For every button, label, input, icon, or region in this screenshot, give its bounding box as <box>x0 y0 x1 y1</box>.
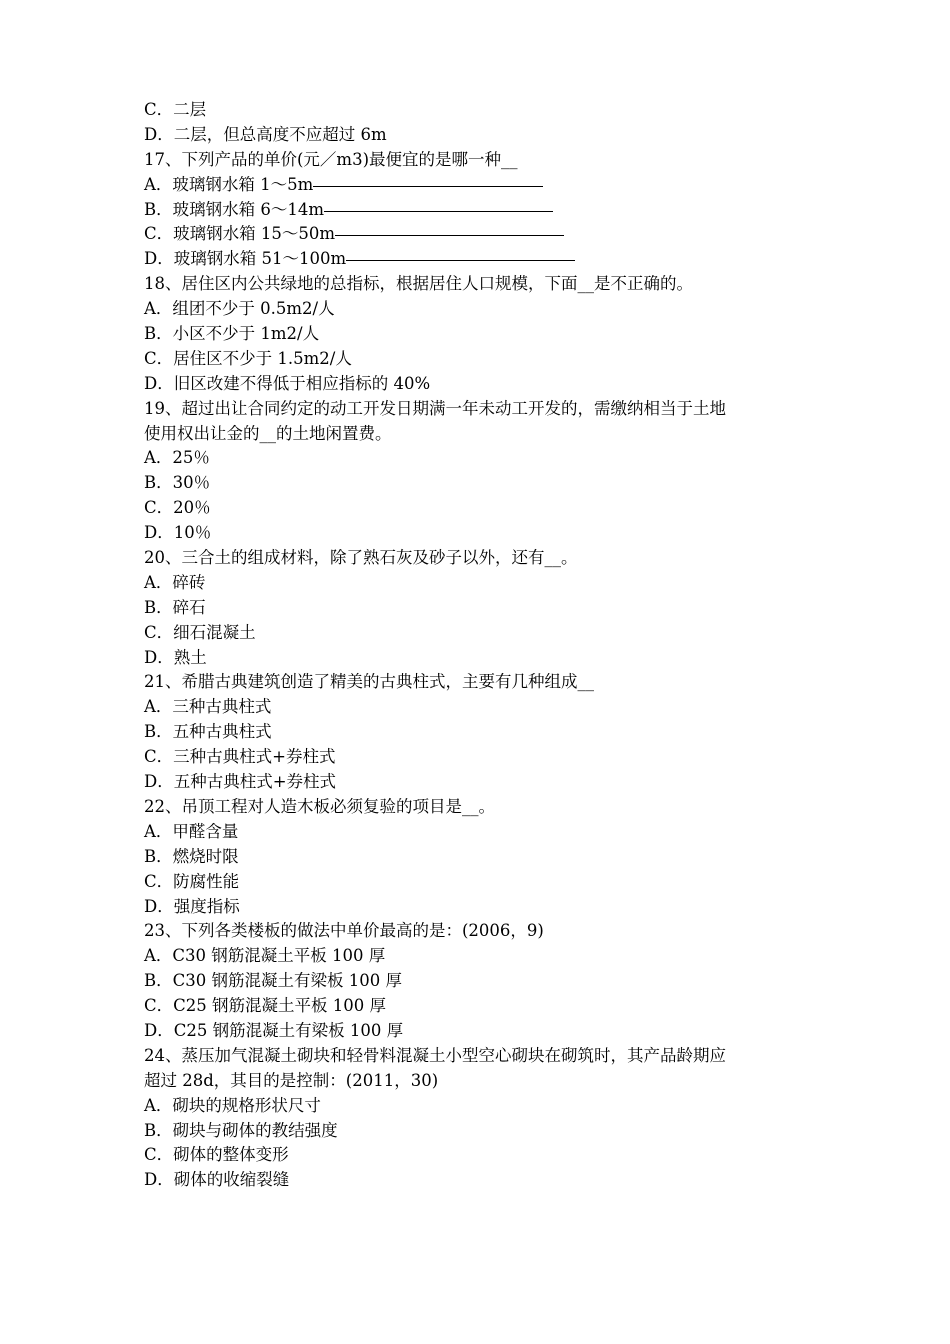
option-b-q24: B．砌块与砌体的教结强度 <box>144 1120 338 1140</box>
underline-rule <box>324 211 553 212</box>
option-b-q17: B．玻璃钢水箱 6～14m <box>144 198 814 223</box>
option-c-q24: C．砌体的整体变形 <box>144 1145 289 1165</box>
question-22: 22、吊顶工程对人造木板必须复验的项目是__。 <box>144 796 495 816</box>
option-d-q16: D．二层，但总高度不应超过 6m <box>144 124 387 144</box>
option-d-q18: D．旧区改建不得低于相应指标的 40% <box>144 373 431 393</box>
option-a-q20: A．碎砖 <box>144 572 206 592</box>
option-b-q23: B．C30 钢筋混凝土有梁板 100 厚 <box>144 971 402 991</box>
question-21: 21、希腊古典建筑创造了精美的古典柱式，主要有几种组成__ <box>144 672 594 692</box>
question-17: 17、下列产品的单价(元／m3)最便宜的是哪一种__ <box>144 149 518 169</box>
question-18: 18、居住区内公共绿地的总指标，根据居住人口规模，下面__是不正确的。 <box>144 274 693 294</box>
underline-rule <box>313 186 543 187</box>
option-b-q22: B．燃烧时限 <box>144 846 239 866</box>
option-a-q18: A．组团不少于 0.5m2/人 <box>144 299 335 319</box>
option-d-q23: D．C25 钢筋混凝土有梁板 100 厚 <box>144 1020 404 1040</box>
option-c-q20: C．细石混凝土 <box>144 622 256 642</box>
question-23: 23、下列各类楼板的做法中单价最高的是：(2006，9) <box>144 921 544 941</box>
option-c-q19: C．20％ <box>144 498 211 518</box>
option-b-q21: B．五种古典柱式 <box>144 722 272 742</box>
option-d-q22: D．强度指标 <box>144 896 240 916</box>
question-19: 19、超过出让合同约定的动工开发日期满一年未动工开发的，需缴纳相当于土地 <box>144 398 726 418</box>
option-a-q17: A．玻璃钢水箱 1～5m <box>144 173 814 198</box>
option-c-q16: C．二层 <box>144 100 207 119</box>
option-b-q19: B．30％ <box>144 473 211 493</box>
option-b-q18: B．小区不少于 1m2/人 <box>144 324 320 344</box>
option-c-q23: C．C25 钢筋混凝土平板 100 厚 <box>144 996 386 1016</box>
option-a-q22: A．甲醛含量 <box>144 821 239 841</box>
option-d-q21: D．五种古典柱式+券柱式 <box>144 772 337 792</box>
option-c-q22: C．防腐性能 <box>144 871 240 891</box>
option-c-q18: C．居住区不少于 1.5m2/人 <box>144 348 352 368</box>
option-b-q20: B．碎石 <box>144 597 206 617</box>
option-d-q17: D．玻璃钢水箱 51～100m <box>144 247 814 272</box>
question-24-continued: 超过 28d，其目的是控制：(2011，30) <box>144 1070 439 1090</box>
option-d-q24: D．砌体的收缩裂缝 <box>144 1170 290 1190</box>
option-d-q20: D．熟土 <box>144 647 207 667</box>
question-24: 24、蒸压加气混凝土砌块和轻骨料混凝土小型空心砌块在砌筑时，其产品龄期应 <box>144 1045 726 1065</box>
option-a-q24: A．砌块的规格形状尺寸 <box>144 1095 321 1115</box>
question-19-continued: 使用权出让金的__的土地闲置费。 <box>144 423 392 443</box>
question-text-block <box>144 98 814 1193</box>
option-a-q21: A．三种古典柱式 <box>144 697 272 717</box>
option-a-q23: A．C30 钢筋混凝土平板 100 厚 <box>144 946 386 966</box>
underline-rule <box>335 235 564 236</box>
question-20: 20、三合土的组成材料，除了熟石灰及砂子以外，还有__。 <box>144 548 578 568</box>
option-c-q21: C．三种古典柱式+券柱式 <box>144 747 336 767</box>
underline-rule <box>346 260 575 261</box>
option-c-q17: C．玻璃钢水箱 15～50m <box>144 222 814 247</box>
option-a-q19: A．25％ <box>144 448 210 468</box>
option-d-q19: D．10％ <box>144 523 212 543</box>
